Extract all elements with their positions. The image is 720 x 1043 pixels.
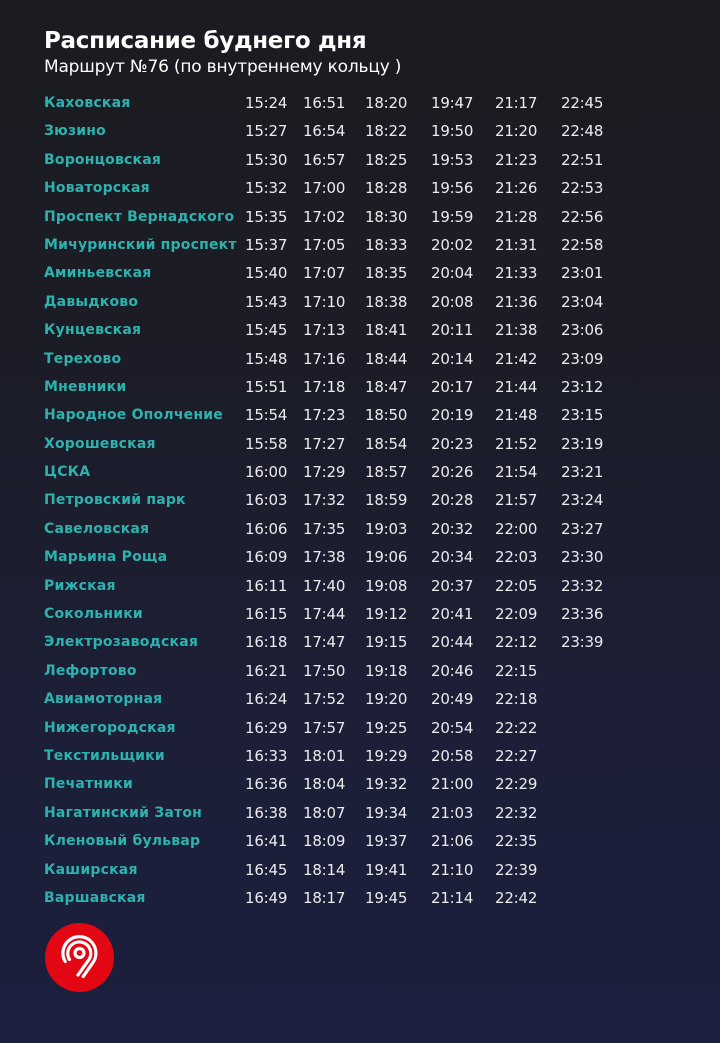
departure-time: 19:56 [431,179,474,198]
station-name: Народное Ополчение [44,407,223,424]
departure-time: 23:21 [561,463,604,482]
departure-time: 22:35 [495,832,538,851]
departure-time: 16:09 [245,548,288,567]
departure-time: 16:33 [245,746,288,765]
departure-time: 20:23 [431,434,474,453]
departure-time: 19:08 [365,576,408,595]
schedule-row [0,232,720,260]
schedule-row [0,573,720,601]
departure-time: 18:07 [303,803,346,822]
departure-time: 18:50 [365,406,408,425]
departure-time: 23:32 [561,576,604,595]
departure-time: 18:57 [365,463,408,482]
departure-time: 21:23 [495,150,538,169]
departure-time: 23:12 [561,377,604,396]
departure-time: 21:33 [495,264,538,283]
departure-time: 16:41 [245,832,288,851]
departure-time: 15:58 [245,434,288,453]
schedule-row [0,90,720,118]
departure-time: 17:27 [303,434,346,453]
schedule-row [0,629,720,657]
departure-time: 16:45 [245,860,288,879]
station-name: Сокольники [44,606,143,623]
departure-time: 21:44 [495,377,538,396]
schedule-row [0,147,720,175]
departure-time: 18:47 [365,377,408,396]
departure-time: 22:58 [561,235,604,254]
departure-time: 20:26 [431,463,474,482]
station-name: Марьина Роща [44,549,168,566]
schedule-row [0,885,720,913]
station-name: Новаторская [44,180,150,197]
departure-time: 18:25 [365,150,408,169]
departure-time: 17:02 [303,207,346,226]
departure-time: 17:13 [303,321,346,340]
schedule-row [0,544,720,572]
schedule-row [0,743,720,771]
departure-time: 16:36 [245,775,288,794]
departure-time: 23:04 [561,292,604,311]
departure-time: 20:08 [431,292,474,311]
station-name: Давыдково [44,293,139,310]
departure-time: 17:44 [303,605,346,624]
departure-time: 18:59 [365,491,408,510]
departure-time: 18:20 [365,94,408,112]
departure-time: 18:17 [303,888,346,907]
departure-time: 17:07 [303,264,346,283]
departure-time: 19:12 [365,605,408,624]
departure-time: 15:43 [245,292,288,311]
schedule-row [0,204,720,232]
station-name: Мичуринский проспект [44,236,237,253]
departure-time: 20:19 [431,406,474,425]
station-name: Электрозаводская [44,634,199,651]
departure-time: 18:33 [365,235,408,254]
departure-time: 20:44 [431,633,474,652]
departure-time: 18:14 [303,860,346,879]
departure-time: 19:15 [365,633,408,652]
departure-time: 21:26 [495,179,538,198]
departure-time: 21:31 [495,235,538,254]
departure-time: 22:22 [495,718,538,737]
departure-time: 22:45 [561,94,604,112]
station-name: Лефортово [44,662,137,679]
departure-time: 18:54 [365,434,408,453]
departure-time: 20:04 [431,264,474,283]
station-name: Савеловская [44,520,150,537]
schedule-row [0,289,720,317]
schedule-row [0,715,720,743]
schedule-row [0,317,720,345]
departure-time: 17:00 [303,179,346,198]
departure-time: 22:12 [495,633,538,652]
departure-time: 21:06 [431,832,474,851]
departure-time: 15:45 [245,321,288,340]
departure-time: 22:15 [495,661,538,680]
station-name: Проспект Вернадского [44,208,235,225]
departure-time: 17:16 [303,349,346,368]
departure-time: 15:32 [245,179,288,198]
departure-time: 19:32 [365,775,408,794]
station-name: ЦСКА [44,464,91,481]
departure-time: 20:17 [431,377,474,396]
departure-time: 19:50 [431,122,474,141]
logo-glyph-icon [45,923,114,992]
departure-time: 18:44 [365,349,408,368]
departure-time: 21:10 [431,860,474,879]
moscow-transport-logo-icon [45,923,114,992]
station-name: Мневники [44,378,127,395]
station-name: Каширская [44,861,138,878]
departure-time: 16:06 [245,519,288,538]
station-name: Хорошевская [44,435,156,452]
schedule-row [0,118,720,146]
route-subtitle: Маршрут №76 (по внутреннему кольцу ) [44,57,402,77]
departure-time: 18:35 [365,264,408,283]
departure-time: 16:57 [303,150,346,169]
station-name: Каховская [44,95,131,111]
departure-time: 19:47 [431,94,474,112]
departure-time: 21:20 [495,122,538,141]
departure-time: 20:28 [431,491,474,510]
schedule-row [0,601,720,629]
departure-time: 19:18 [365,661,408,680]
departure-time: 19:41 [365,860,408,879]
departure-time: 19:37 [365,832,408,851]
departure-time: 19:53 [431,150,474,169]
departure-time: 21:36 [495,292,538,311]
departure-time: 21:42 [495,349,538,368]
departure-time: 17:38 [303,548,346,567]
station-name: Варшавская [44,889,146,906]
station-name: Нагатинский Затон [44,804,203,821]
departure-time: 15:40 [245,264,288,283]
departure-time: 19:03 [365,519,408,538]
departure-time: 19:59 [431,207,474,226]
schedule-row [0,487,720,515]
departure-time: 23:27 [561,519,604,538]
departure-time: 22:42 [495,888,538,907]
station-name: Петровский парк [44,492,186,509]
departure-time: 18:01 [303,746,346,765]
departure-time: 23:06 [561,321,604,340]
departure-time: 19:20 [365,690,408,709]
departure-time: 17:05 [303,235,346,254]
departure-time: 21:54 [495,463,538,482]
departure-time: 16:21 [245,661,288,680]
departure-time: 16:24 [245,690,288,709]
departure-time: 22:00 [495,519,538,538]
departure-time: 20:02 [431,235,474,254]
departure-time: 23:39 [561,633,604,652]
station-name: Печатники [44,776,133,793]
departure-time: 15:24 [245,94,288,112]
departure-time: 15:27 [245,122,288,141]
departure-time: 17:18 [303,377,346,396]
departure-time: 21:48 [495,406,538,425]
departure-time: 22:32 [495,803,538,822]
schedule-row [0,175,720,203]
departure-time: 19:29 [365,746,408,765]
departure-time: 16:11 [245,576,288,595]
departure-time: 17:23 [303,406,346,425]
station-name: Аминьевская [44,265,152,282]
departure-time: 20:14 [431,349,474,368]
departure-time: 18:41 [365,321,408,340]
station-name: Кленовый бульвар [44,833,201,850]
departure-time: 20:46 [431,661,474,680]
departure-time: 18:09 [303,832,346,851]
departure-time: 18:38 [365,292,408,311]
departure-time: 18:30 [365,207,408,226]
departure-time: 20:58 [431,746,474,765]
schedule-row [0,374,720,402]
header [44,26,401,78]
departure-time: 22:48 [561,122,604,141]
departure-time: 20:54 [431,718,474,737]
departure-time: 23:01 [561,264,604,283]
departure-time: 18:04 [303,775,346,794]
schedule-row [0,658,720,686]
schedule-row [0,431,720,459]
departure-time: 16:38 [245,803,288,822]
departure-time: 23:30 [561,548,604,567]
departure-time: 17:52 [303,690,346,709]
schedule-row [0,771,720,799]
departure-time: 21:57 [495,491,538,510]
station-name: Нижегородская [44,719,176,736]
schedule-row [0,260,720,288]
departure-time: 19:25 [365,718,408,737]
departure-time: 19:34 [365,803,408,822]
departure-time: 20:32 [431,519,474,538]
departure-time: 19:45 [365,888,408,907]
departure-time: 22:39 [495,860,538,879]
departure-time: 23:15 [561,406,604,425]
departure-time: 20:49 [431,690,474,709]
departure-time: 17:50 [303,661,346,680]
departure-time: 20:41 [431,605,474,624]
departure-time: 16:00 [245,463,288,482]
station-name: Терехово [44,350,122,367]
departure-time: 23:24 [561,491,604,510]
station-name: Авиамоторная [44,691,163,708]
departure-time: 15:30 [245,150,288,169]
departure-time: 21:52 [495,434,538,453]
departure-time: 21:28 [495,207,538,226]
departure-time: 16:49 [245,888,288,907]
departure-time: 15:51 [245,377,288,396]
departure-time: 17:32 [303,491,346,510]
departure-time: 21:14 [431,888,474,907]
station-name: Зюзино [44,123,106,140]
departure-time: 22:05 [495,576,538,595]
departure-time: 22:27 [495,746,538,765]
station-name: Воронцовская [44,151,162,168]
departure-time: 15:35 [245,207,288,226]
schedule-row [0,459,720,487]
departure-time: 22:29 [495,775,538,794]
departure-time: 15:54 [245,406,288,425]
departure-time: 16:15 [245,605,288,624]
departure-time: 21:17 [495,94,538,112]
schedule-row [0,346,720,374]
departure-time: 16:54 [303,122,346,141]
schedule-row [0,800,720,828]
departure-time: 15:48 [245,349,288,368]
schedule-row [0,857,720,885]
departure-time: 22:03 [495,548,538,567]
page-title: Расписание буднего дня [44,28,367,54]
schedule-row [0,828,720,856]
departure-time: 16:29 [245,718,288,737]
departure-time: 17:40 [303,576,346,595]
departure-time: 19:06 [365,548,408,567]
departure-time: 20:37 [431,576,474,595]
departure-time: 20:34 [431,548,474,567]
departure-time: 18:28 [365,179,408,198]
departure-time: 16:18 [245,633,288,652]
departure-time: 16:51 [303,94,346,112]
schedule-row [0,516,720,544]
departure-time: 18:22 [365,122,408,141]
departure-time: 22:56 [561,207,604,226]
departure-time: 17:57 [303,718,346,737]
departure-time: 17:10 [303,292,346,311]
departure-time: 21:03 [431,803,474,822]
departure-time: 22:09 [495,605,538,624]
departure-time: 23:19 [561,434,604,453]
station-name: Кунцевская [44,322,142,339]
departure-time: 17:35 [303,519,346,538]
departure-time: 23:36 [561,605,604,624]
departure-time: 15:37 [245,235,288,254]
schedule-row [0,402,720,430]
departure-time: 17:47 [303,633,346,652]
departure-time: 23:09 [561,349,604,368]
departure-time: 22:53 [561,179,604,198]
departure-time: 21:00 [431,775,474,794]
departure-time: 21:38 [495,321,538,340]
departure-time: 16:03 [245,491,288,510]
departure-time: 22:51 [561,150,604,169]
schedule-row [0,686,720,714]
departure-time: 17:29 [303,463,346,482]
station-name: Рижская [44,577,116,594]
departure-time: 20:11 [431,321,474,340]
schedule-table [0,90,720,913]
station-name: Текстильщики [44,747,165,764]
departure-time: 22:18 [495,690,538,709]
